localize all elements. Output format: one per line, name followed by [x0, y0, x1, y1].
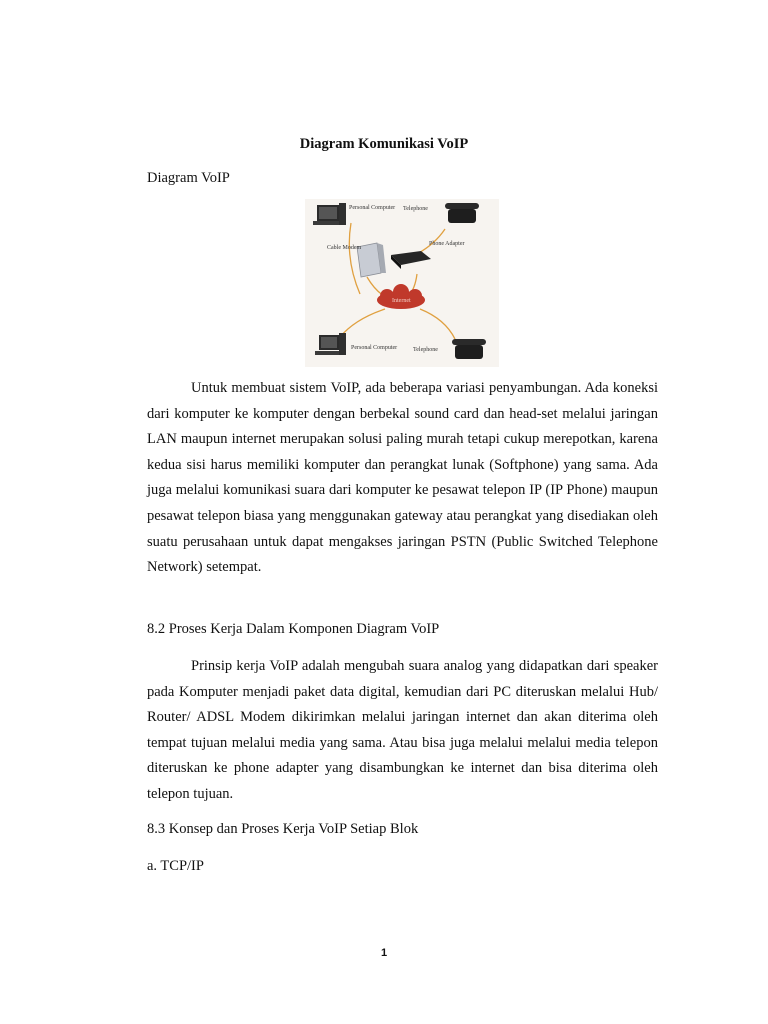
internet-cloud-icon [377, 284, 425, 309]
label-internet: Internet [392, 298, 411, 304]
section-heading-8-3: 8.3 Konsep dan Proses Kerja VoIP Setiap Blok [147, 821, 419, 837]
label-phone-adapter: Phone Adapter [429, 241, 465, 247]
phone-adapter-icon [391, 251, 431, 269]
personal-computer-icon [313, 203, 346, 225]
label-personal-computer-top: Personal Computer [349, 205, 396, 211]
document-title: Diagram Komunikasi VoIP [299, 136, 469, 152]
page-number: 1 [380, 947, 388, 959]
telephone-icon [445, 203, 479, 223]
voip-diagram [305, 199, 499, 367]
list-item-tcp-ip: a. TCP/IP [147, 858, 204, 874]
telephone-icon [452, 339, 486, 359]
label-cable-modem: Cable Modem [327, 245, 362, 251]
paragraph-voip-principle: Prinsip kerja VoIP adalah mengubah suara analog yang didapatkan dari speaker pada Komputer menjadi paket data digital, kemudian dari PC diteruskan melalui Hub/ Router/ ADSL Modem dikirimkan melalui jaringan internet dan akan diterima oleh tempat tujuan melalui media yang sama. Atau bisa juga melalui melalui media telepon diteruskan ke phone adapter yang disambungkan ke internet dan bisa diterima oleh telepon tujuan. [147, 658, 658, 802]
personal-computer-icon [315, 333, 346, 355]
cable-modem-icon [357, 243, 386, 277]
label-telephone-top: Telephone [403, 206, 428, 212]
label-personal-computer-bottom: Personal Computer [351, 345, 398, 351]
paragraph-voip-variations: Untuk membuat sistem VoIP, ada beberapa variasi penyambungan. Ada koneksi dari komputer ke komputer dengan berbekal sound card dan head-set melalui jaringan LAN maupun internet merupakan solusi paling murah tetapi cukup merepotkan, karena kedua sisi harus memiliki komputer dan perangkat lunak (Softphone) yang sama. Ada juga melalui komunikasi suara dari komputer ke pesawat telepon IP (IP Phone) maupun pesawat telepon biasa yang menggunakan gateway atau perangkat yang disediakan oleh suatu perusahaan untuk dapat mengakses jaringan PSTN (Public Switched Telephone Network) setempat. [147, 380, 658, 576]
diagram-heading: Diagram VoIP [147, 170, 230, 186]
connector-line [420, 309, 455, 339]
label-telephone-bottom: Telephone [413, 347, 438, 353]
connector-line [340, 309, 385, 337]
voip-diagram-figure [305, 199, 499, 367]
section-heading-8-2: 8.2 Proses Kerja Dalam Komponen Diagram VoIP [147, 621, 440, 637]
